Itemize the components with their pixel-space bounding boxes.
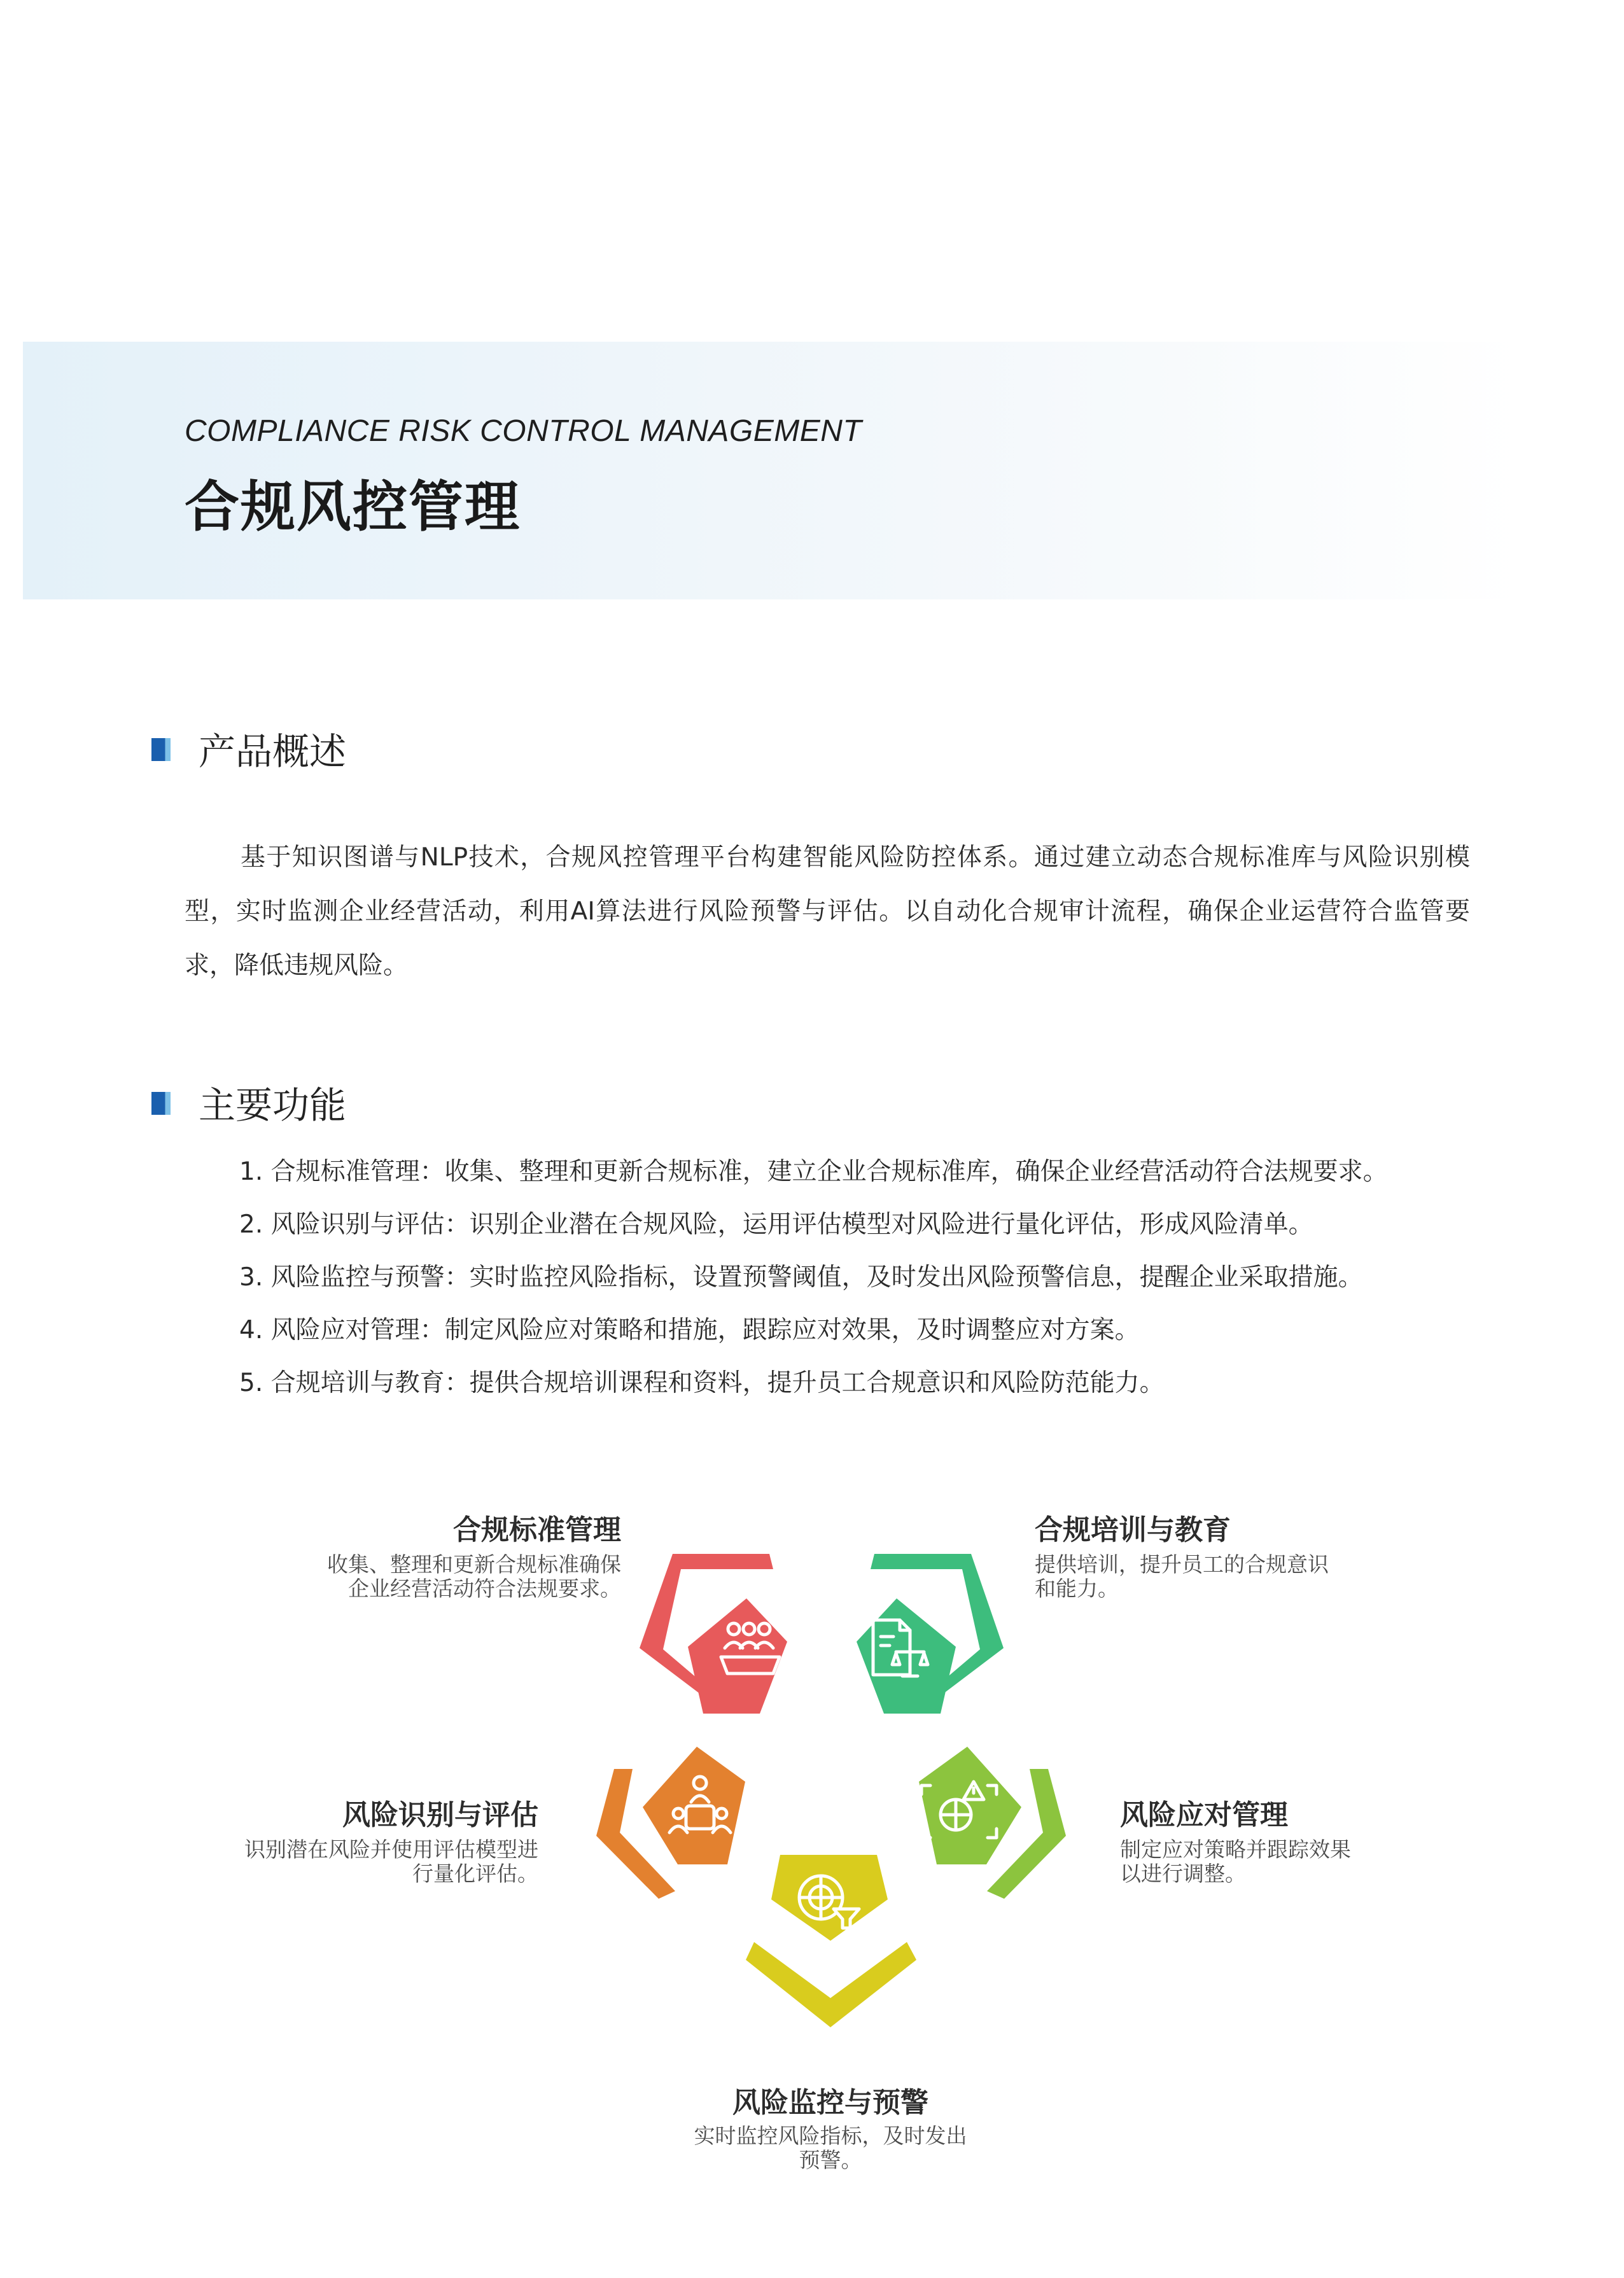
banner-title-en: COMPLIANCE RISK CONTROL MANAGEMENT <box>185 414 862 448</box>
node-risk-identification <box>596 1747 745 1899</box>
node-title-risk-response: 风险应对管理 <box>1120 1799 1288 1831</box>
node-compliance-training <box>857 1554 1004 1714</box>
node-title-compliance-standards: 合规标准管理 <box>453 1514 621 1546</box>
node-lime-pentagon <box>919 1747 1021 1864</box>
overview-heading: 产品概述 <box>199 730 347 773</box>
node-title-compliance-training: 合规培训与教育 <box>1035 1514 1231 1546</box>
feature-item: 3. 风险监控与预警：实时监控风险指标，设置预警阈值，及时发出风险预警信息，提醒企业采取措施。 <box>239 1263 1363 1292</box>
node-title-risk-identification: 风险识别与评估 <box>342 1799 538 1831</box>
node-risk-monitoring <box>746 1855 916 2027</box>
node-risk-response <box>919 1747 1066 1899</box>
node-yellow-bracket <box>746 1942 916 2027</box>
node-desc-risk-identification: 识别潜在风险并使用评估模型进 行量化评估。 <box>244 1837 538 1886</box>
node-desc-compliance-training: 提供培训，提升员工的合规意识 和能力。 <box>1035 1552 1329 1601</box>
node-title-risk-monitoring: 风险监控与预警 <box>732 2086 928 2119</box>
node-desc-risk-response: 制定应对策略并跟踪效果 以进行调整。 <box>1120 1837 1351 1886</box>
node-desc-risk-monitoring: 实时监控风险指标，及时发出 预警。 <box>694 2123 967 2172</box>
node-compliance-standards <box>640 1554 787 1714</box>
feature-item: 5. 合规培训与教育：提供合规培训课程和资料，提升员工合规意识和风险防范能力。 <box>239 1369 1165 1397</box>
feature-item: 4. 风险应对管理：制定风险应对策略和措施，跟踪应对效果，及时调整应对方案。 <box>239 1316 1140 1345</box>
overview-paragraph: 基于知识图谱与NLP技术，合规风控管理平台构建智能风险防控体系。通过建立动态合规标准库与风险识别模型，实时监测企业经营活动，利用AI算法进行风险预警与评估。以自动化合规审计流程，确保企业运营符合监管要求，降低违规风险。 <box>185 843 1470 980</box>
node-green-pentagon <box>857 1598 956 1714</box>
banner-title-zh: 合规风控管理 <box>185 475 521 539</box>
feature-item: 2. 风险识别与评估：识别企业潜在合规风险，运用评估模型对风险进行量化评估，形成风险清单。 <box>239 1210 1313 1239</box>
features-heading: 主要功能 <box>199 1084 347 1127</box>
feature-item: 1. 合规标准管理：收集、整理和更新合规标准，建立企业合规标准库，确保企业经营活动符合法规要求。 <box>239 1157 1388 1186</box>
node-desc-compliance-standards: 收集、整理和更新合规标准确保 企业经营活动符合法规要求。 <box>327 1552 621 1601</box>
